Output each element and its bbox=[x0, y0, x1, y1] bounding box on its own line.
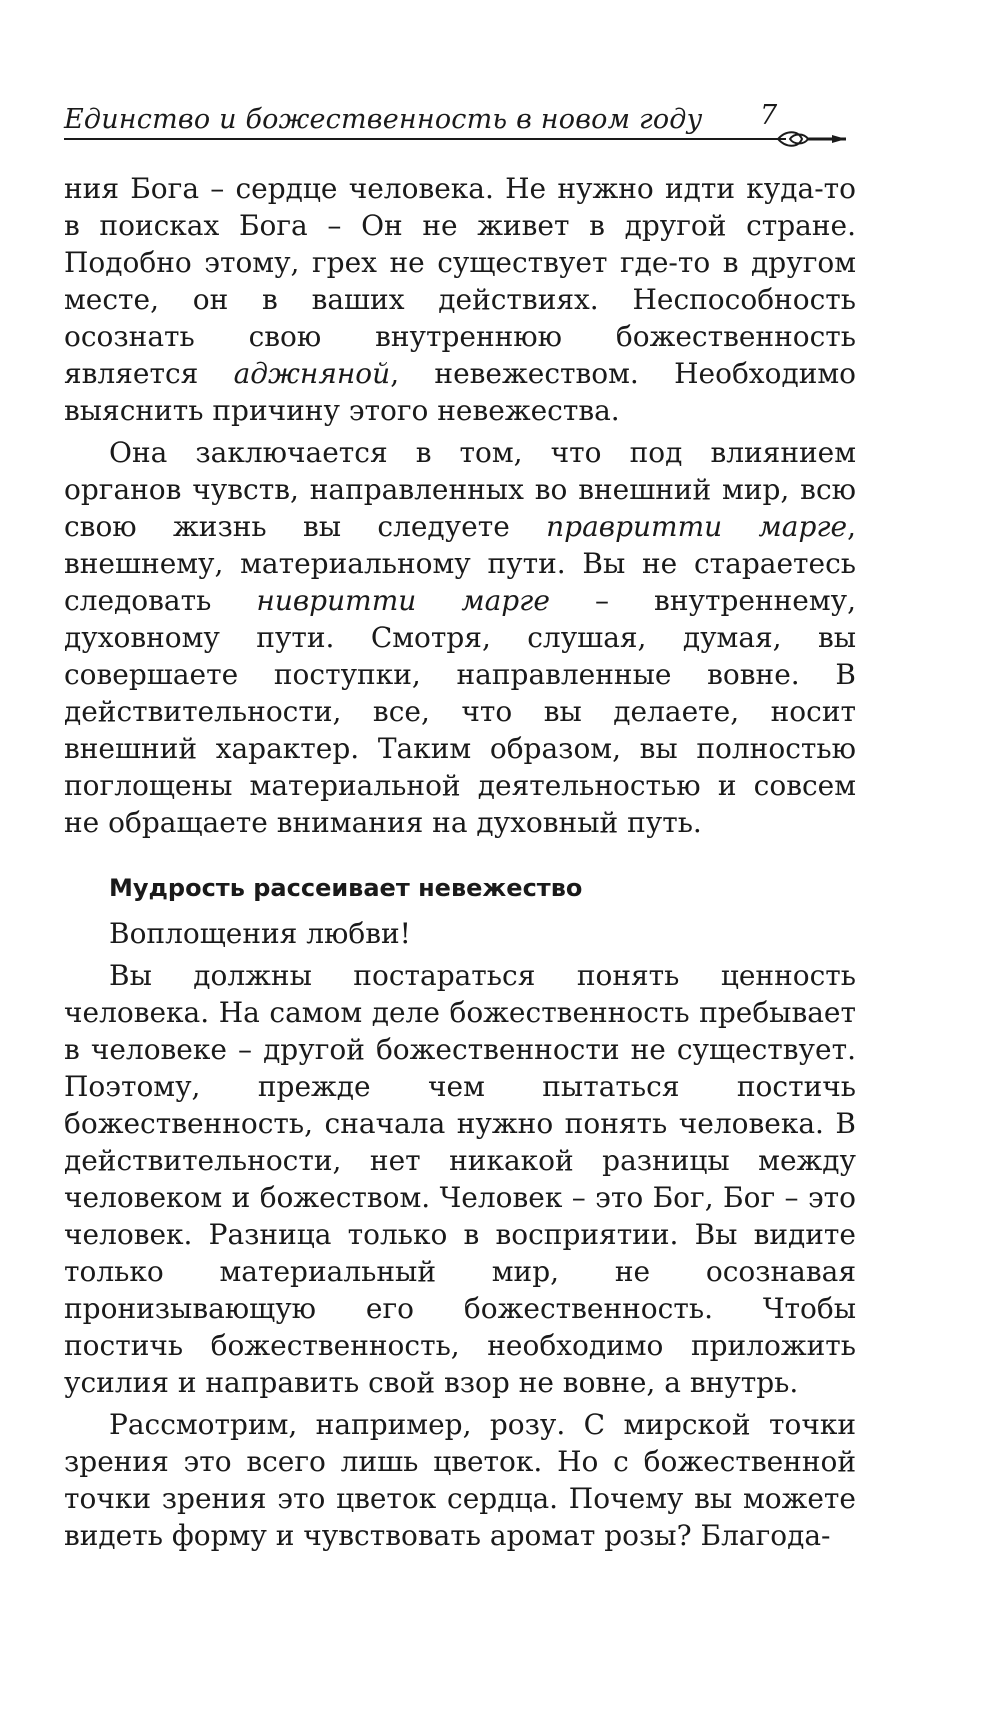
paragraph-text: Вы должны постараться понять ценность человека. На самом деле божественность пребывает в человеке – другой божественности не существует. Поэтому, прежде чем пытаться постичь божественность, сначала нужно понять человека. В действительности, нет никакой разницы между человеком и божеством. Человек – это Бог, Бог – это человек. Разница только в восприятии. Вы видите только материальный мир, не осознавая пронизывающую его божественность. Чтобы постичь божественность, необходимо приложить усилия и направить свой взор не вовне, а внутрь. bbox=[64, 959, 856, 1399]
sanskrit-term: аджняной bbox=[233, 357, 391, 390]
paragraph-text: Она заключается в том, что под влиянием органов чувств, направленных во внешний мир, всю свою жизнь вы следуете bbox=[64, 436, 856, 543]
paragraph-text: – внутреннему, духовному пути. Смотря, слушая, думая, вы совершаете поступки, направленные вовне. В действительности, все, что вы делаете, носит внешний характер. Таким образом, вы полностью поглощены материальной деятельностью и совсем не обращаете внимания на духовный путь. bbox=[64, 584, 856, 839]
paragraph-text: Воплощения любви! bbox=[109, 917, 411, 950]
header-rule bbox=[64, 138, 786, 140]
sanskrit-term: нивритти марге bbox=[256, 584, 550, 617]
paragraph-text: , внешнему, материальному пути. Вы не стараетесь следовать bbox=[64, 510, 856, 617]
page-number: 7 bbox=[760, 100, 778, 131]
paragraph-text: ния Бога – сердце человека. Не нужно идти куда-то в поисках Бога – Он не живет в другой стране. Подобно этому, грех не существует где-то в другом месте, он в ваших действиях. Неспособность осознать свою внутреннюю божественность является bbox=[64, 172, 856, 390]
paragraph-text: , невежеством. Необходимо выяснить причину этого невежества. bbox=[64, 357, 856, 427]
paragraph bbox=[64, 434, 856, 841]
paragraph bbox=[64, 1406, 856, 1554]
pen-nib-ornament-icon bbox=[776, 124, 848, 150]
paragraph bbox=[64, 915, 856, 952]
page-body bbox=[64, 170, 856, 1554]
running-title: Единство и божественность в новом году bbox=[64, 104, 703, 135]
paragraph-text: Рассмотрим, например, розу. С мирской точки зрения это всего лишь цветок. Но с божественной точки зрения это цветок сердца. Почему вы можете видеть форму и чувствовать аромат розы? Благода- bbox=[64, 1408, 856, 1552]
running-header bbox=[64, 96, 854, 146]
sanskrit-term: правритти марге bbox=[546, 510, 848, 543]
paragraph bbox=[64, 170, 856, 429]
section-heading: Мудрость рассеивает невежество bbox=[109, 874, 583, 902]
paragraph bbox=[64, 957, 856, 1401]
